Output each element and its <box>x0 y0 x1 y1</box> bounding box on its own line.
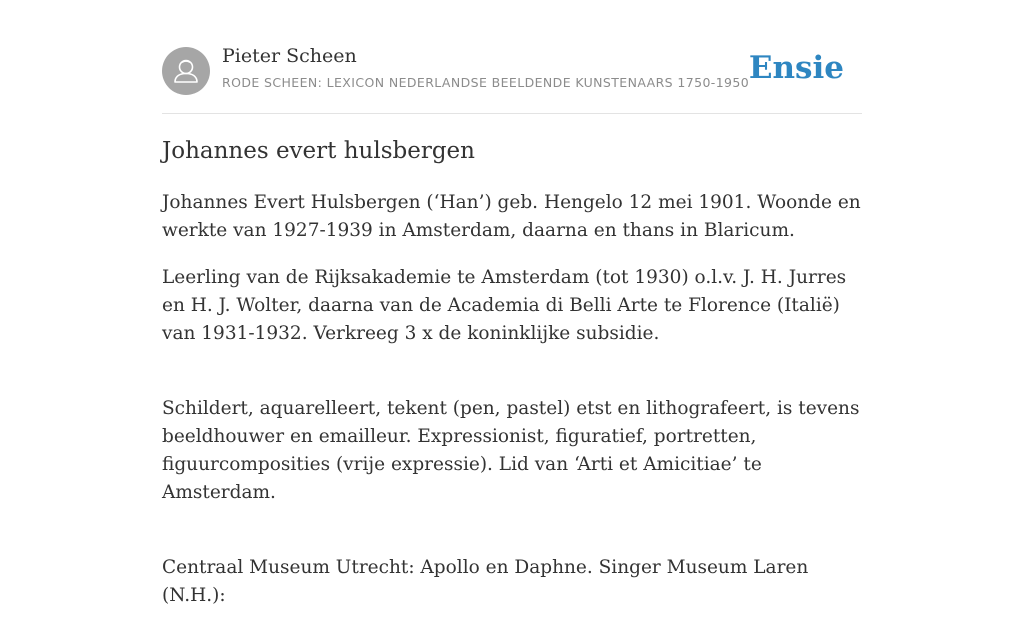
article-body <box>162 189 862 629</box>
user-silhouette-icon <box>162 47 210 95</box>
paragraph-gap <box>162 367 862 395</box>
header <box>162 0 862 114</box>
paragraph: Centraal Museum Utrecht: Apollo en Daphne. Singer Museum Laren (N.H.): <box>162 557 809 606</box>
paragraph-gap <box>162 526 862 554</box>
article-title: Johannes evert hulsbergen <box>162 138 475 164</box>
paragraph: Johannes Evert Hulsbergen (‘Han’) geb. Hengelo 12 mei 1901. Woonde en werkte van 1927-1939 in Amsterdam, daarna en thans in Blaricum. <box>162 192 861 241</box>
paragraph: Leerling van de Rijksakademie te Amsterdam (tot 1930) o.l.v. J. H. Jurres en H. J. Wolter, daarna van de Academia di Belli Arte te Florence (Italië) van 1931-1932. Verkreeg 3 x de koninklijke subsidie. <box>162 267 847 344</box>
avatar[interactable] <box>162 47 210 95</box>
source-label[interactable]: RODE SCHEEN: LEXICON NEDERLANDSE BEELDENDE KUNSTENAARS 1750-1950 <box>222 75 750 90</box>
brand-logo[interactable]: Ensie <box>748 50 844 86</box>
page <box>162 0 862 606</box>
author-name[interactable]: Pieter Scheen <box>222 45 357 67</box>
paragraph: Schildert, aquarelleert, tekent (pen, pastel) etst en lithografeert, is tevens beeldhouwer en emailleur. Expressionist, figuratief, portretten, figuurcomposities (vrije expressie). Lid van ‘Arti et Amicitiae’ te Amsterdam. <box>162 398 860 503</box>
